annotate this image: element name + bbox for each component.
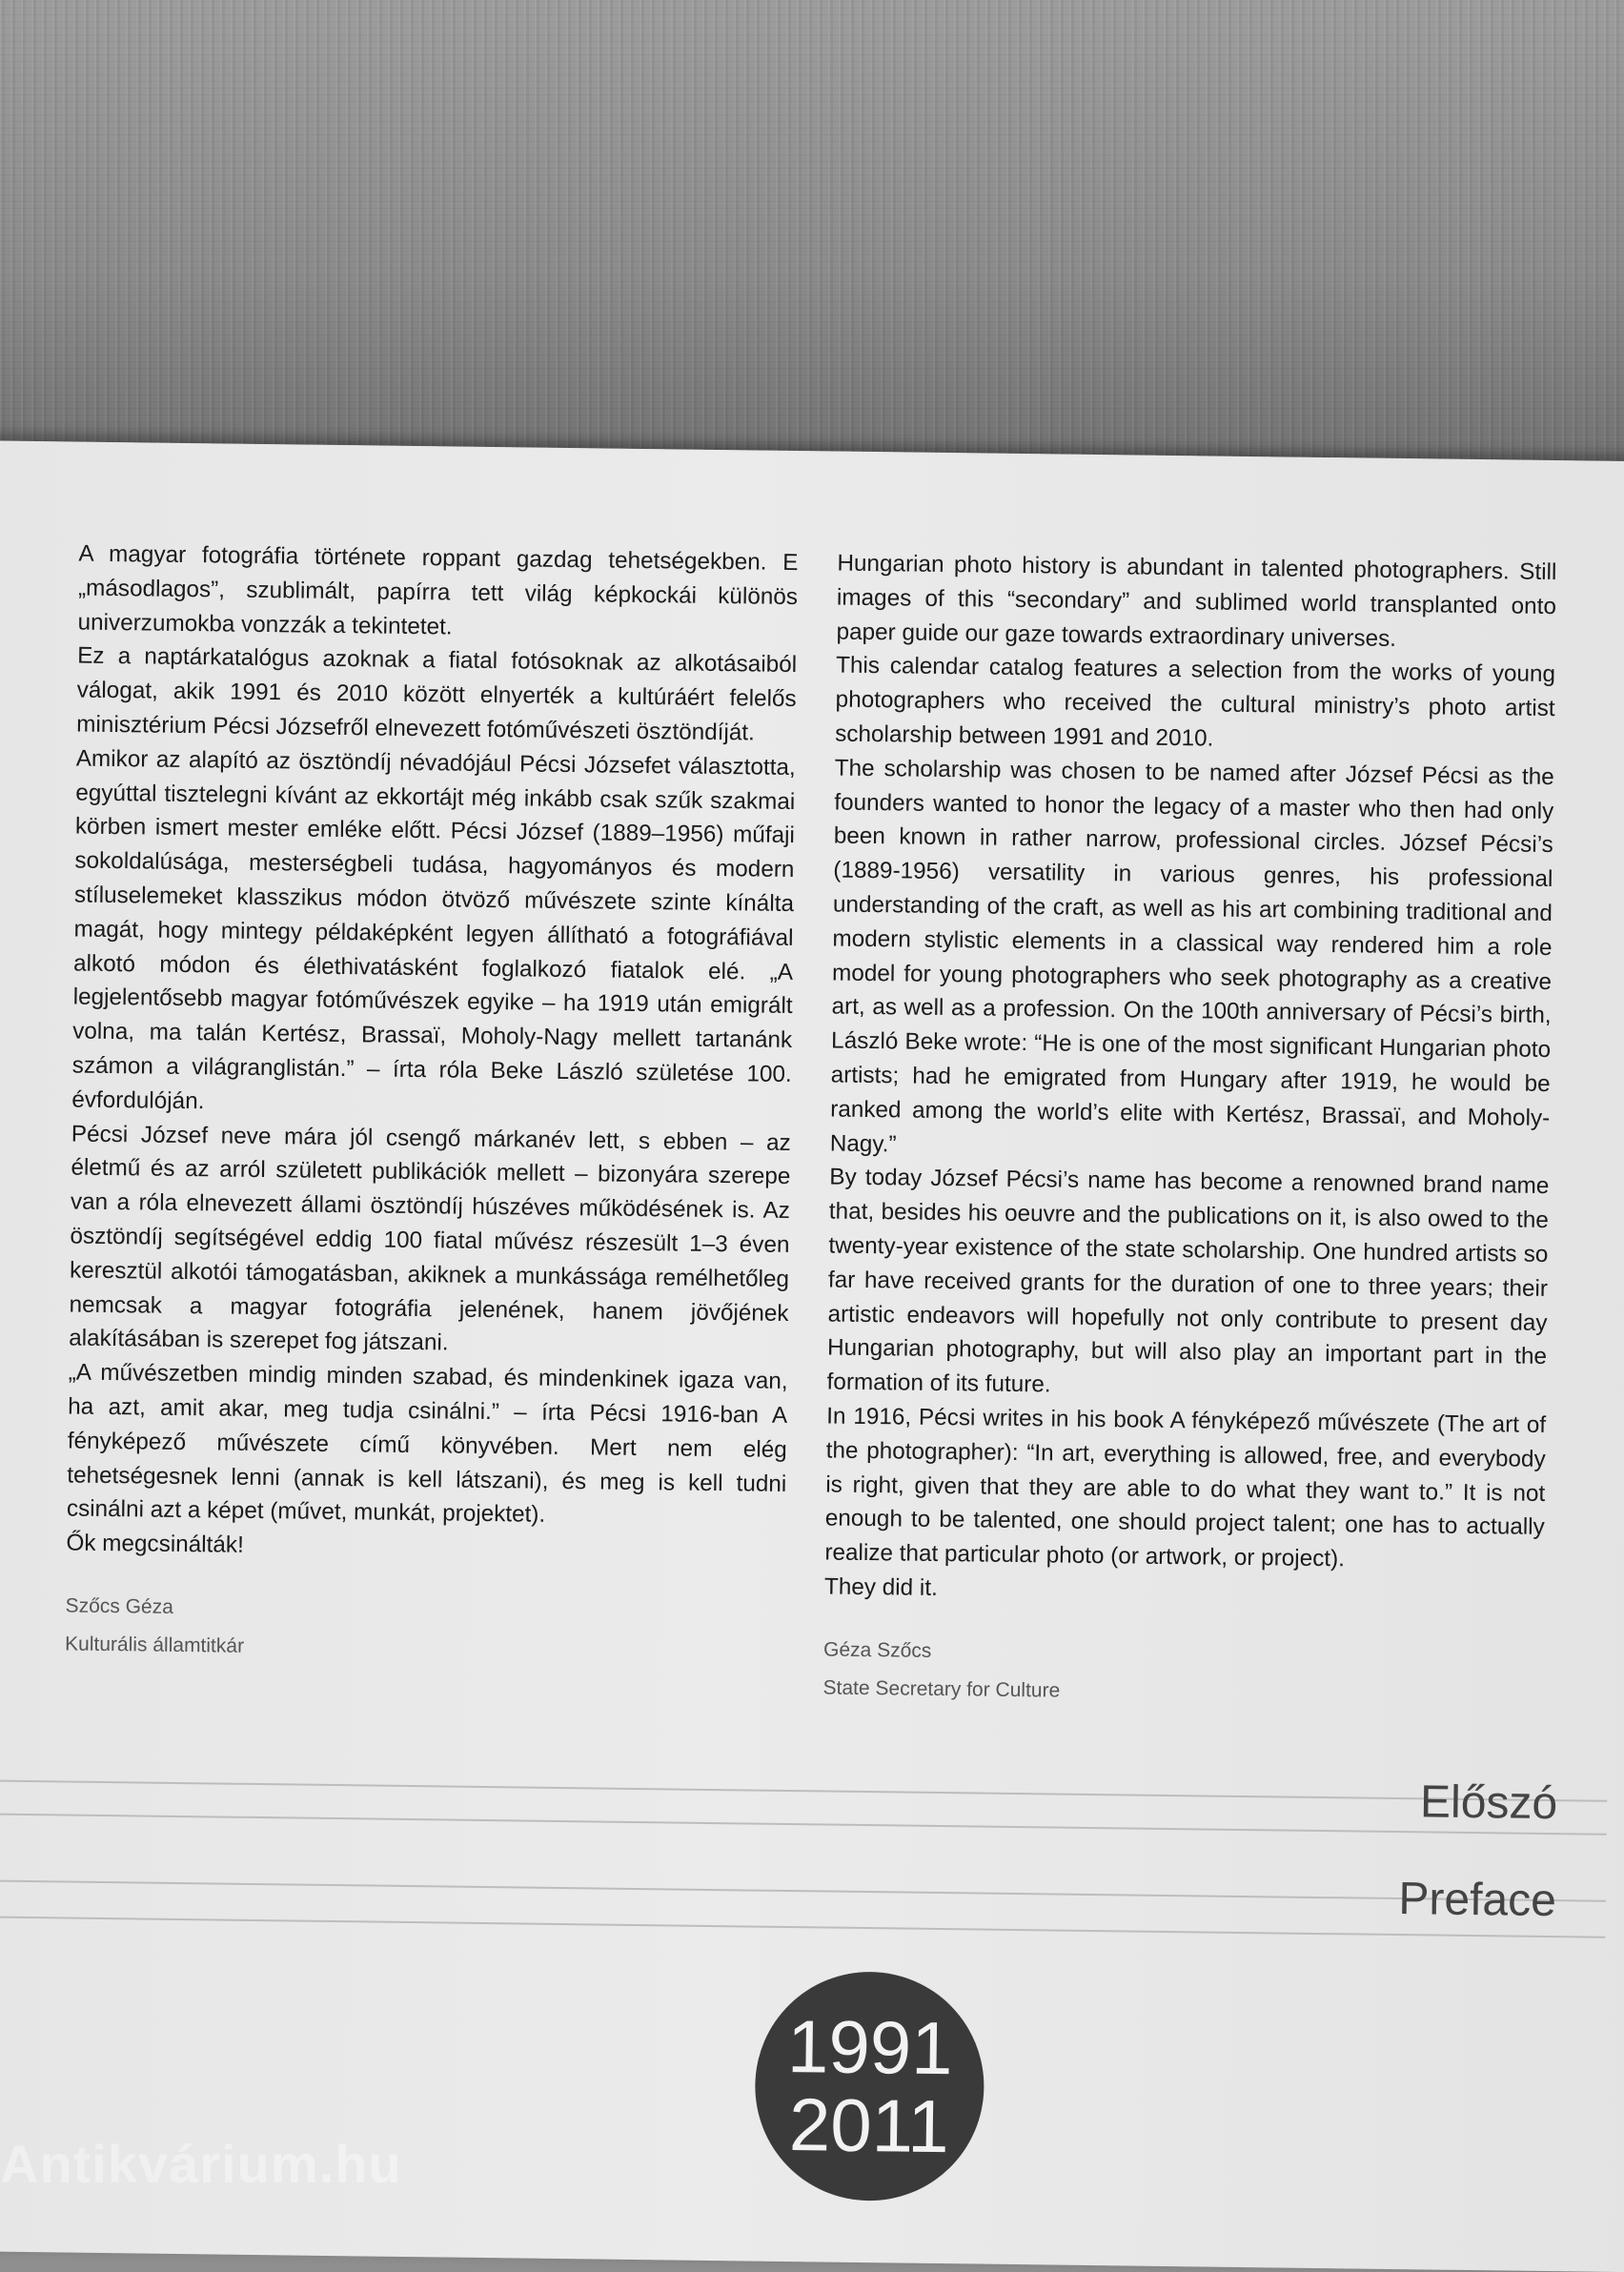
paragraph: By today József Pécsi’s name has become a renowned brand name that, besides his oeuvre and the publications on it, is also owed to the twenty-year existence of the state scholarship. One hundred artists so far have received grants for the duration of one to three years; their artistic endeavors will hopefully not only contribute to present day Hungarian photography, but will also play an important part in the formation of its future. (826, 1164, 1550, 1398)
divider-line (0, 1813, 1607, 1835)
paragraph: This calendar catalog features a selection from the works of young photographers who received the cultural ministry’s photo artist scholarship between 1991 and 2010. (835, 652, 1556, 752)
watermark-text: Antikvárium.hu (0, 2134, 402, 2194)
heading-english: Preface (1398, 1874, 1557, 1927)
paragraph: Hungarian photo history is abundant in talented photographers. Still images of this “secondary” and sublimed world transplanted onto paper guide our gaze towards extraordinary universes. (836, 550, 1557, 652)
hungarian-column (65, 538, 799, 1673)
divider-line (0, 1879, 1606, 1901)
signature-name: Szőcs Géza (65, 1594, 173, 1618)
wall-background (0, 0, 1624, 496)
divider-line (0, 1779, 1607, 1801)
english-column (822, 547, 1556, 1716)
paragraph: Pécsi József neve mára jól csengő márkanév lett, s ebben – az életmű és az arról született publikációk mellett – bizonyára szerepe van a róla elnevezett állami ösztöndíj húszéves működésének is. Az ösztöndíj segítségével eddig 100 fiatal művész részesült 1–3 éven keresztül alkotói támogatásban, akiknek a munkássága remélhetőleg nemcsak a magyar fotográfia jelenének, hanem jövőjének alakításában is szerepet fog játszani. (68, 1121, 791, 1356)
paragraph: A magyar fotográfia története roppant gazdag tehetségekben. E „másodlagos”, szublimált, papírra tett világ képkockái különös univerzumokba vonzzák a tekintetet. (77, 540, 799, 640)
paragraph: „A művészetben mindig minden szabad, és mindenkinek igaza van, ha azt, amit akar, meg tudja csinálni.” – írta Pécsi 1916-ban A fényképező művészete című könyvében. Mert nem elég tehetségesnek lenni (annak is kell látszani), és meg is kell tudni csinálni azt a képet (művet, munkát, projektet). (66, 1359, 788, 1529)
catalog-page (0, 440, 1624, 2272)
signature-block (822, 1631, 1543, 1715)
paragraph: Ez a naptárkatalógus azoknak a fiatal fotósoknak az alkotásaiból válogat, akik 1991 és 2010 között elnyerték a kultúráért felelős minisztérium Pécsi Józsefről elnevezett fotóművészeti ösztöndíját. (76, 642, 798, 746)
paragraph: Ők megcsinálták! (66, 1530, 244, 1558)
paragraph: The scholarship was chosen to be named after József Pécsi as the founders wanted to honor the legacy of a master who then had only been known in rather narrow, professional circles. József Pécsi’s (1889-1956) versatility in various genres, his professional understanding of the craft, as well as his art combining traditional and modern stylistic elements in a classical way rendered him a role model for young photographers who seek photography as a creative art, as well as a profession. On the 100th anniversary of Pécsi’s birth, László Beke wrote: “He is one of the most significant Hungarian photo artists; had he emigrated from Hungary after 1919, he would be ranked among the world’s elite with Kertész, Brassaï, and Moholy-Nagy.” (829, 755, 1554, 1157)
paragraph: In 1916, Pécsi writes in his book A fényképező művészete (The art of the photographer): “In art, everything is allowed, free, and everybody is right, given that they are able to do what they want to.” It is not enough to be talented, one should project talent; one has to actually realize that particular photo (or artwork, or project). (824, 1403, 1547, 1572)
divider-line (0, 1916, 1605, 1937)
heading-hungarian: Előszó (1419, 1776, 1558, 1830)
paragraph: They did it. (823, 1573, 938, 1601)
badge-year-end: 2011 (788, 2082, 950, 2169)
badge-year-start: 1991 (786, 2004, 954, 2091)
signature-title: State Secretary for Culture (822, 1676, 1061, 1702)
signature-title: Kulturális államtitkár (64, 1633, 245, 1657)
signature-block (65, 1587, 785, 1672)
signature-name: Géza Szőcs (822, 1638, 932, 1662)
paragraph: Amikor az alapító az ösztöndíj névadójául Pécsi Józsefet választotta, egyúttal tisztelegni kívánt az ekkortájt még inkább csak szűk szakmai körben ismert mester emléke előtt. Pécsi József (1889–1956) műfaji sokoldalúsága, mesterségbeli tudása, hagyományos és modern stíluselemeket klasszikus módon ötvöző művészete szinte kínálta magát, hogy mintegy példaképként legyen állítható a fotográfiával alkotó módon és élethivatásként foglalkozó fiatalok elé. „A legjelentősebb magyar fotóművészek egyike – ha 1919 után emigrált volna, ma talán Kertész, Brassaï, Moholy-Nagy mellett tartanánk számon a világranglistán.” – írta róla Beke László születése 100. évfordulóján. (71, 745, 796, 1115)
year-badge (754, 1971, 985, 2202)
